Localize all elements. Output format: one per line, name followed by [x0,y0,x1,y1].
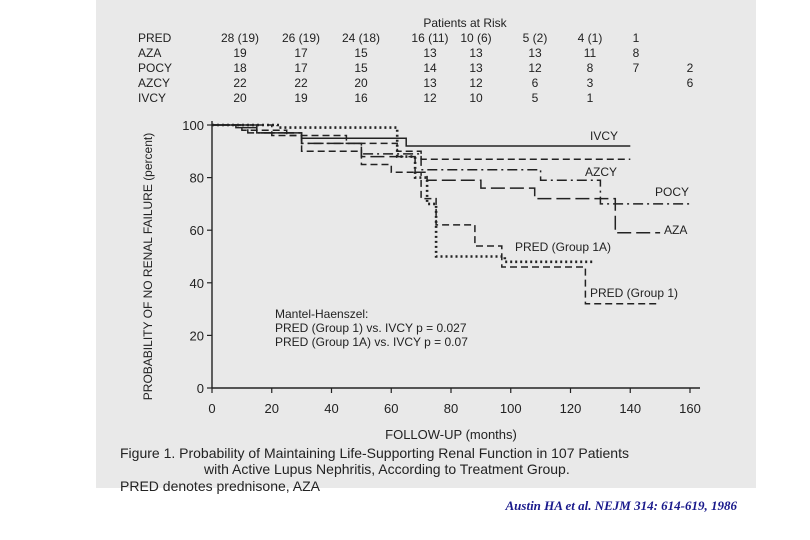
risk-cell: 1 [632,31,640,45]
risk-cell: 19 [233,46,247,60]
risk-cell: 26 (19) [281,31,321,45]
risk-cell: 12 [528,61,542,75]
figure-caption-line: Figure 1. Probability of Maintaining Life-Supporting Renal Function in 107 Patients [120,445,629,461]
risk-cell: 17 [294,46,308,60]
risk-cell: 10 [469,91,483,105]
risk-cell: 13 [469,61,483,75]
risk-cell: 15 [354,61,368,75]
risk-cell: 20 [354,76,368,90]
y-tick-label: 40 [189,275,204,291]
risk-table-title: Patients at Risk [423,16,507,30]
risk-cell: 19 [294,91,308,105]
x-tick-label: 20 [264,401,279,416]
series-line-pred-group-1 [212,125,660,304]
risk-cell: 18 [233,61,247,75]
x-tick-label: 80 [443,401,459,416]
risk-cell: 17 [294,61,308,75]
risk-cell: 13 [423,46,437,60]
risk-cell: 11 [583,46,597,60]
y-tick-label: 100 [182,118,204,133]
risk-cell: 22 [233,76,247,90]
risk-cell: 5 [531,91,539,105]
risk-cell: 15 [354,46,368,60]
series-label: AZA [664,223,688,237]
risk-cell: 16 (11) [411,31,449,45]
risk-cell: 4 (1) [577,31,603,45]
x-axis-title: FOLLOW-UP (months) [385,427,517,442]
risk-row-label: AZCY [138,76,171,90]
risk-cell: 22 [294,76,308,90]
risk-row-label: POCY [138,61,173,75]
risk-cell: 12 [423,91,437,105]
y-tick-label: 60 [189,223,204,239]
x-tick-label: 140 [619,401,642,416]
risk-cell: 3 [586,76,594,90]
risk-cell: 5 (2) [522,31,548,45]
x-tick-label: 120 [559,401,582,416]
annotation-line: PRED (Group 1A) vs. IVCY p = 0.07 [275,335,468,349]
risk-row-label: PRED [138,31,172,45]
series-label: PRED (Group 1) [590,286,679,300]
series-label: PRED (Group 1A) [515,240,612,254]
risk-row-label: AZA [138,46,162,60]
x-tick-label: 0 [208,401,216,416]
figure-caption-line: PRED denotes prednisone, AZA [120,478,321,494]
y-tick-label: 80 [189,170,204,186]
risk-cell: 8 [586,61,594,75]
annotation-line: PRED (Group 1) vs. IVCY p = 0.027 [275,321,467,335]
risk-cell: 16 [354,91,368,105]
series-line-ivcy [212,125,630,146]
risk-cell: 13 [423,76,437,90]
x-tick-label: 60 [384,401,399,416]
risk-cell: 7 [632,61,640,75]
x-tick-label: 40 [324,401,339,416]
risk-cell: 28 (19) [220,31,260,45]
risk-cell: 14 [423,61,437,75]
risk-cell: 12 [469,76,483,90]
annotation-line: Mantel-Haenszel: [275,307,369,321]
y-tick-label: 0 [196,381,204,396]
risk-row-label: IVCY [138,91,167,105]
x-tick-label: 160 [679,401,701,416]
series-label: AZCY [585,165,618,179]
series-line-pocy [212,125,690,204]
risk-cell: 1 [586,91,594,105]
risk-cell: 10 (6) [460,31,492,45]
risk-cell: 6 [686,76,694,90]
y-axis-title: PROBABILITY OF NO RENAL FAILURE (percent) [141,132,155,401]
risk-cell: 2 [686,61,694,75]
risk-cell: 20 [233,91,247,105]
citation-text: Austin HA et al. NEJM 314: 614-619, 1986 [505,498,737,513]
series-label: POCY [655,185,690,199]
y-tick-label: 20 [189,328,204,344]
figure-caption-line: with Active Lupus Nephritis, According to Treatment Group. [204,461,570,477]
risk-cell: 13 [469,46,483,60]
series-line-azcy [212,125,630,159]
risk-cell: 8 [632,46,640,60]
series-label: IVCY [590,129,619,143]
risk-cell: 6 [531,76,539,90]
risk-cell: 13 [528,46,542,60]
risk-cell: 24 (18) [341,31,381,45]
x-tick-label: 100 [499,401,522,416]
